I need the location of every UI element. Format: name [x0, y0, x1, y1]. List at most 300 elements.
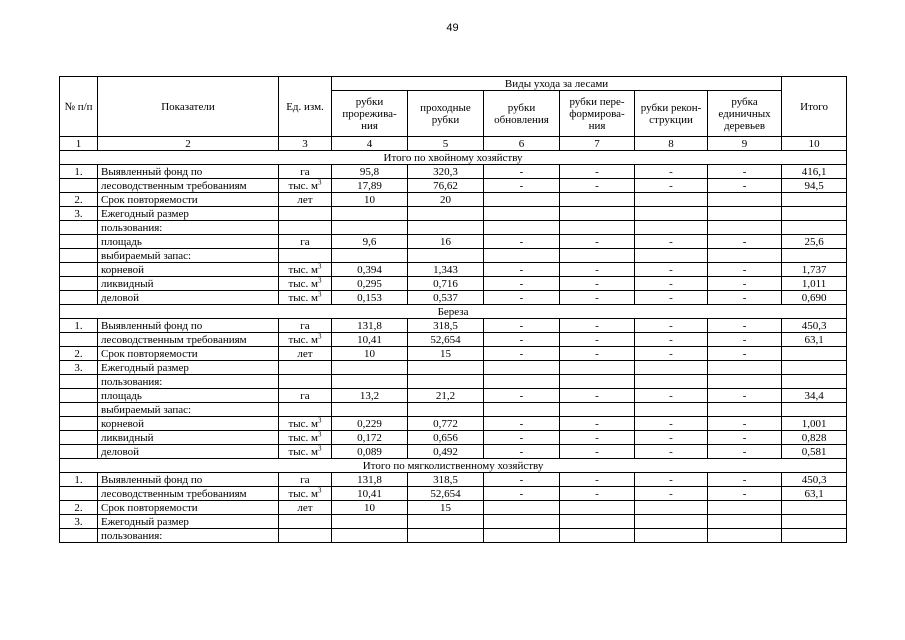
- row-value: -: [708, 389, 782, 403]
- row-value: -: [708, 347, 782, 361]
- row-unit: [279, 193, 332, 207]
- row-value: -: [635, 291, 708, 305]
- row-value: -: [708, 445, 782, 459]
- table-body: [60, 77, 847, 543]
- row-unit: [279, 487, 332, 501]
- row-value: 15: [408, 347, 484, 361]
- row-total: [782, 249, 847, 263]
- col-number: 6: [484, 137, 560, 151]
- row-value: -: [708, 417, 782, 431]
- row-value: [560, 361, 635, 375]
- row-value: 13,2: [332, 389, 408, 403]
- unit-superscript: 3: [318, 430, 322, 438]
- row-number: [60, 431, 98, 445]
- row-value: -: [560, 389, 635, 403]
- row-total: [782, 207, 847, 221]
- row-value: 10: [332, 501, 408, 515]
- row-value: [560, 193, 635, 207]
- row-value: 0,716: [408, 277, 484, 291]
- row-number: [60, 445, 98, 459]
- row-number: [60, 221, 98, 235]
- unit-superscript: 3: [318, 416, 322, 424]
- col-number: 5: [408, 137, 484, 151]
- unit-text: лет: [297, 501, 313, 514]
- row-value: [484, 249, 560, 263]
- row-value: 10,41: [332, 333, 408, 347]
- row-indicator: корневой: [98, 263, 279, 277]
- row-value: -: [484, 319, 560, 333]
- row-indicator: лесоводственным требованиям: [98, 333, 279, 347]
- table-row: [60, 361, 847, 375]
- col-number: 7: [560, 137, 635, 151]
- column-number-row: [60, 137, 847, 151]
- row-value: -: [484, 445, 560, 459]
- unit-text: га: [300, 165, 310, 178]
- row-number: 3.: [60, 515, 98, 529]
- row-indicator: Ежегодный размер: [98, 515, 279, 529]
- row-unit: [279, 501, 332, 515]
- row-value: -: [484, 347, 560, 361]
- unit-text: тыс. м: [288, 431, 319, 444]
- header-col-6: рубки обновления: [484, 91, 560, 137]
- row-value: 0,772: [408, 417, 484, 431]
- header-col-8: рубки рекон-струкции: [635, 91, 708, 137]
- row-value: -: [635, 445, 708, 459]
- unit-text: тыс. м: [288, 333, 319, 346]
- row-total: 450,3: [782, 473, 847, 487]
- table-row: [60, 431, 847, 445]
- unit-text: тыс. м: [288, 179, 319, 192]
- row-indicator: Выявленный фонд по: [98, 165, 279, 179]
- row-value: [484, 193, 560, 207]
- row-value: 16: [408, 235, 484, 249]
- row-value: 0,656: [408, 431, 484, 445]
- unit-text: тыс. м: [288, 445, 319, 458]
- row-value: -: [708, 431, 782, 445]
- unit-text: лет: [297, 193, 313, 206]
- row-indicator: деловой: [98, 445, 279, 459]
- row-value: 52,654: [408, 333, 484, 347]
- row-value: -: [484, 473, 560, 487]
- header-col-5: проходные рубки: [408, 91, 484, 137]
- col-number: 1: [60, 137, 98, 151]
- row-indicator: пользования:: [98, 529, 279, 543]
- table-row: [60, 487, 847, 501]
- row-value: -: [484, 263, 560, 277]
- col-number: 10: [782, 137, 847, 151]
- row-value: -: [484, 179, 560, 193]
- table-row: [60, 207, 847, 221]
- row-value: 0,492: [408, 445, 484, 459]
- unit-superscript: 3: [318, 486, 322, 494]
- row-total: 0,581: [782, 445, 847, 459]
- table-row: [60, 403, 847, 417]
- row-indicator: Ежегодный размер: [98, 207, 279, 221]
- row-value: -: [635, 389, 708, 403]
- row-total: 34,4: [782, 389, 847, 403]
- row-value: [408, 403, 484, 417]
- header-col-7: рубки пере-формирова-ния: [560, 91, 635, 137]
- row-unit: [279, 291, 332, 305]
- row-value: [484, 529, 560, 543]
- unit-text: га: [300, 473, 310, 486]
- unit-text: лет: [297, 347, 313, 360]
- row-value: 9,6: [332, 235, 408, 249]
- row-unit: [279, 417, 332, 431]
- row-value: [332, 529, 408, 543]
- row-number: 1.: [60, 319, 98, 333]
- col-number: 2: [98, 137, 279, 151]
- row-value: -: [484, 389, 560, 403]
- row-value: 0,172: [332, 431, 408, 445]
- row-total: [782, 403, 847, 417]
- row-value: [332, 361, 408, 375]
- table-row: [60, 515, 847, 529]
- table-row: [60, 347, 847, 361]
- table-row: [60, 263, 847, 277]
- row-value: 10: [332, 193, 408, 207]
- row-value: [635, 515, 708, 529]
- row-total: [782, 501, 847, 515]
- row-total: 416,1: [782, 165, 847, 179]
- row-value: 0,229: [332, 417, 408, 431]
- row-value: -: [484, 235, 560, 249]
- header-row-1: [60, 77, 847, 91]
- row-value: [484, 501, 560, 515]
- row-total: [782, 361, 847, 375]
- row-unit: [279, 375, 332, 389]
- row-value: [484, 403, 560, 417]
- header-col-4: рубки прорежива-ния: [332, 91, 408, 137]
- row-value: -: [635, 333, 708, 347]
- row-value: -: [484, 417, 560, 431]
- row-value: -: [560, 445, 635, 459]
- section-title: Итого по хвойному хозяйству: [60, 151, 847, 165]
- row-unit: [279, 347, 332, 361]
- row-value: [332, 515, 408, 529]
- row-indicator: деловой: [98, 291, 279, 305]
- unit-superscript: 3: [318, 262, 322, 270]
- row-value: [708, 515, 782, 529]
- row-indicator: лесоводственным требованиям: [98, 179, 279, 193]
- unit-text: тыс. м: [288, 291, 319, 304]
- row-value: -: [635, 179, 708, 193]
- header-total: Итого: [782, 77, 847, 137]
- row-value: 0,394: [332, 263, 408, 277]
- table-row: [60, 221, 847, 235]
- row-total: [782, 529, 847, 543]
- row-number: [60, 277, 98, 291]
- row-value: -: [708, 487, 782, 501]
- row-value: -: [484, 333, 560, 347]
- row-number: [60, 333, 98, 347]
- row-value: [635, 375, 708, 389]
- row-number: 3.: [60, 361, 98, 375]
- header-col-9: рубка единичных деревьев: [708, 91, 782, 137]
- row-number: [60, 417, 98, 431]
- row-indicator: выбираемый запас:: [98, 249, 279, 263]
- row-value: [560, 207, 635, 221]
- col-number: 9: [708, 137, 782, 151]
- row-indicator: Выявленный фонд по: [98, 319, 279, 333]
- row-value: -: [560, 487, 635, 501]
- row-number: 3.: [60, 207, 98, 221]
- row-value: [332, 207, 408, 221]
- row-total: 1,737: [782, 263, 847, 277]
- row-total: [782, 347, 847, 361]
- row-value: 10,41: [332, 487, 408, 501]
- row-number: [60, 235, 98, 249]
- row-indicator: пользования:: [98, 221, 279, 235]
- row-value: -: [635, 165, 708, 179]
- section-title-row: [60, 151, 847, 165]
- row-value: -: [708, 277, 782, 291]
- row-value: [635, 361, 708, 375]
- section-title-row: [60, 459, 847, 473]
- row-number: 2.: [60, 501, 98, 515]
- header-unit: Ед. изм.: [279, 77, 332, 137]
- row-value: -: [708, 165, 782, 179]
- row-unit: [279, 389, 332, 403]
- row-total: [782, 515, 847, 529]
- table-row: [60, 389, 847, 403]
- row-value: -: [560, 333, 635, 347]
- row-value: [560, 221, 635, 235]
- row-indicator: площадь: [98, 235, 279, 249]
- row-value: 320,3: [408, 165, 484, 179]
- row-value: -: [635, 417, 708, 431]
- row-total: 0,828: [782, 431, 847, 445]
- row-value: 17,89: [332, 179, 408, 193]
- row-value: [408, 529, 484, 543]
- table-row: [60, 319, 847, 333]
- row-value: -: [708, 291, 782, 305]
- row-value: 131,8: [332, 319, 408, 333]
- row-value: [635, 207, 708, 221]
- table-row: [60, 417, 847, 431]
- row-total: 25,6: [782, 235, 847, 249]
- row-value: -: [560, 473, 635, 487]
- row-value: [408, 375, 484, 389]
- table-row: [60, 291, 847, 305]
- row-value: [635, 529, 708, 543]
- row-value: -: [635, 487, 708, 501]
- unit-text: тыс. м: [288, 277, 319, 290]
- header-num: № п/п: [60, 77, 98, 137]
- unit-text: тыс. м: [288, 487, 319, 500]
- row-value: [332, 221, 408, 235]
- table-row: [60, 165, 847, 179]
- row-value: -: [560, 235, 635, 249]
- row-unit: [279, 473, 332, 487]
- row-value: [635, 193, 708, 207]
- row-value: [408, 221, 484, 235]
- row-value: [635, 403, 708, 417]
- unit-superscript: 3: [318, 178, 322, 186]
- row-value: -: [484, 277, 560, 291]
- row-value: 76,62: [408, 179, 484, 193]
- row-indicator: ликвидный: [98, 277, 279, 291]
- row-value: [708, 207, 782, 221]
- row-value: [708, 361, 782, 375]
- row-value: -: [635, 319, 708, 333]
- row-value: [484, 361, 560, 375]
- row-number: [60, 375, 98, 389]
- row-value: -: [560, 431, 635, 445]
- unit-superscript: 3: [318, 444, 322, 452]
- row-number: 2.: [60, 347, 98, 361]
- row-value: [332, 249, 408, 263]
- row-value: [560, 529, 635, 543]
- row-indicator: Срок повторяемости: [98, 501, 279, 515]
- row-value: -: [708, 473, 782, 487]
- row-unit: [279, 361, 332, 375]
- row-value: 0,537: [408, 291, 484, 305]
- row-value: -: [635, 263, 708, 277]
- table-row: [60, 193, 847, 207]
- col-number: 8: [635, 137, 708, 151]
- unit-text: га: [300, 389, 310, 402]
- row-value: [560, 501, 635, 515]
- page-number: 49: [446, 22, 459, 34]
- col-number: 3: [279, 137, 332, 151]
- row-unit: [279, 165, 332, 179]
- col-number: 4: [332, 137, 408, 151]
- row-value: -: [560, 291, 635, 305]
- row-value: 20: [408, 193, 484, 207]
- row-total: 94,5: [782, 179, 847, 193]
- unit-text: га: [300, 319, 310, 332]
- row-total: [782, 221, 847, 235]
- row-value: [708, 501, 782, 515]
- row-unit: [279, 445, 332, 459]
- row-value: 10: [332, 347, 408, 361]
- row-value: [332, 375, 408, 389]
- row-value: [708, 249, 782, 263]
- row-unit: [279, 515, 332, 529]
- row-indicator: площадь: [98, 389, 279, 403]
- row-value: -: [560, 347, 635, 361]
- header-indicator: Показатели: [98, 77, 279, 137]
- row-number: [60, 487, 98, 501]
- table-row: [60, 501, 847, 515]
- table-row: [60, 179, 847, 193]
- row-number: [60, 529, 98, 543]
- row-value: [484, 515, 560, 529]
- row-number: [60, 263, 98, 277]
- row-value: -: [484, 431, 560, 445]
- unit-text: тыс. м: [288, 263, 319, 276]
- row-number: 2.: [60, 193, 98, 207]
- table-row: [60, 235, 847, 249]
- row-value: [635, 501, 708, 515]
- row-unit: [279, 277, 332, 291]
- row-unit: [279, 431, 332, 445]
- row-indicator: ликвидный: [98, 431, 279, 445]
- section-title: Береза: [60, 305, 847, 319]
- table-row: [60, 249, 847, 263]
- forest-care-table: [59, 76, 847, 543]
- row-value: [560, 515, 635, 529]
- row-value: 15: [408, 501, 484, 515]
- unit-superscript: 3: [318, 332, 322, 340]
- row-unit: [279, 221, 332, 235]
- row-value: [708, 529, 782, 543]
- unit-text: тыс. м: [288, 417, 319, 430]
- row-value: [408, 515, 484, 529]
- row-value: -: [560, 417, 635, 431]
- row-value: 318,5: [408, 473, 484, 487]
- row-value: [560, 375, 635, 389]
- unit-superscript: 3: [318, 290, 322, 298]
- row-value: -: [635, 347, 708, 361]
- row-number: [60, 179, 98, 193]
- table-row: [60, 473, 847, 487]
- row-total: 0,690: [782, 291, 847, 305]
- row-value: [708, 375, 782, 389]
- row-value: -: [560, 319, 635, 333]
- row-value: -: [560, 179, 635, 193]
- row-value: 0,153: [332, 291, 408, 305]
- table-row: [60, 333, 847, 347]
- row-unit: [279, 235, 332, 249]
- row-value: [560, 403, 635, 417]
- unit-superscript: 3: [318, 276, 322, 284]
- row-total: [782, 193, 847, 207]
- row-value: 0,295: [332, 277, 408, 291]
- row-total: 1,011: [782, 277, 847, 291]
- row-total: 1,001: [782, 417, 847, 431]
- row-value: [708, 193, 782, 207]
- row-value: -: [708, 319, 782, 333]
- row-indicator: Срок повторяемости: [98, 193, 279, 207]
- row-value: -: [560, 165, 635, 179]
- row-value: -: [708, 235, 782, 249]
- row-total: [782, 375, 847, 389]
- unit-text: га: [300, 235, 310, 248]
- table-row: [60, 529, 847, 543]
- row-value: -: [635, 235, 708, 249]
- row-number: [60, 403, 98, 417]
- row-total: 63,1: [782, 333, 847, 347]
- row-value: [332, 403, 408, 417]
- row-value: -: [484, 291, 560, 305]
- row-value: -: [635, 277, 708, 291]
- row-unit: [279, 333, 332, 347]
- row-indicator: пользования:: [98, 375, 279, 389]
- row-value: [484, 207, 560, 221]
- row-value: 52,654: [408, 487, 484, 501]
- section-title-row: [60, 305, 847, 319]
- row-number: [60, 389, 98, 403]
- row-value: 21,2: [408, 389, 484, 403]
- row-value: [408, 207, 484, 221]
- row-value: -: [708, 333, 782, 347]
- row-unit: [279, 263, 332, 277]
- row-value: [708, 403, 782, 417]
- row-value: -: [484, 165, 560, 179]
- row-total: 450,3: [782, 319, 847, 333]
- row-indicator: корневой: [98, 417, 279, 431]
- row-value: [484, 375, 560, 389]
- row-value: -: [560, 263, 635, 277]
- row-unit: [279, 529, 332, 543]
- row-indicator: Ежегодный размер: [98, 361, 279, 375]
- row-value: -: [635, 431, 708, 445]
- row-value: [408, 249, 484, 263]
- row-unit: [279, 207, 332, 221]
- row-unit: [279, 319, 332, 333]
